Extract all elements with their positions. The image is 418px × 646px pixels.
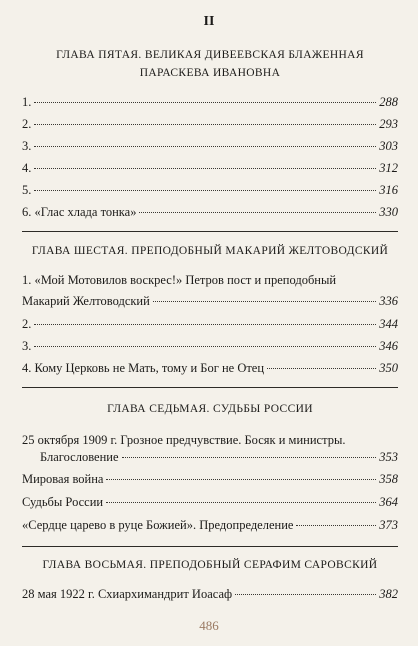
entry-text: 3.	[22, 339, 32, 353]
leader-dots	[106, 479, 376, 480]
entry-text: «Сердце царево в руце Божией». Предопределение	[22, 518, 294, 532]
leader-dots	[267, 368, 376, 369]
leader-dots	[34, 102, 376, 103]
entry-text: Судьбы России	[22, 495, 104, 509]
page-number: 303	[379, 139, 398, 153]
toc-entry[interactable]	[22, 272, 398, 310]
entry-text: 2.	[22, 117, 32, 131]
leader-dots	[139, 212, 376, 213]
chapter-title-line: ГЛАВА ВОСЬМАЯ. ПРЕПОДОБНЫЙ СЕРАФИМ САРОВСКИЙ	[42, 559, 378, 571]
leader-dots	[34, 190, 376, 191]
chapter-title-line: ПАРАСКЕВА ИВАНОВНА	[139, 67, 281, 79]
part-number: II	[203, 14, 215, 29]
toc-entry[interactable]	[22, 517, 398, 534]
leader-dots	[34, 346, 376, 347]
entry-text: Мировая война	[22, 472, 104, 486]
page-number: 364	[379, 495, 398, 509]
leader-dots	[235, 594, 376, 595]
page-number: 330	[379, 205, 398, 219]
page-number: 344	[379, 317, 398, 331]
chapter-6-title	[24, 242, 396, 260]
entry-text: 1. «Мой Мотовилов воскрес!» Петров пост и преподобный	[22, 273, 337, 287]
page-number: 312	[379, 161, 398, 175]
toc-entry[interactable]	[22, 471, 398, 488]
leader-dots	[296, 525, 376, 526]
toc-entry[interactable]	[22, 586, 398, 603]
toc-entry[interactable]	[22, 94, 398, 111]
toc-entry[interactable]	[22, 160, 398, 177]
toc-entry[interactable]	[22, 316, 398, 333]
chapter-8-title	[24, 556, 396, 574]
entry-text: 1.	[22, 95, 32, 109]
toc-entry[interactable]	[22, 116, 398, 133]
chapter-7-title	[24, 400, 396, 418]
page-number: 358	[379, 472, 398, 486]
page-number: 353	[379, 450, 398, 464]
leader-dots	[34, 324, 376, 325]
leader-dots	[34, 146, 376, 147]
section-divider	[22, 387, 398, 388]
page-number: 288	[379, 95, 398, 109]
toc-entry[interactable]	[22, 360, 398, 377]
entry-text: 28 мая 1922 г. Схиархимандрит Иоасаф	[22, 587, 233, 601]
entry-text: 3.	[22, 139, 32, 153]
leader-dots	[122, 457, 377, 458]
leader-dots	[34, 168, 376, 169]
page-folio: 486	[199, 618, 219, 633]
page-number: 382	[379, 587, 398, 601]
page-number: 350	[379, 361, 398, 375]
toc-entry[interactable]	[22, 432, 398, 466]
entry-text: 4.	[22, 161, 32, 175]
leader-dots	[153, 301, 376, 302]
chapter-title-line: ГЛАВА ШЕСТАЯ. ПРЕПОДОБНЫЙ МАКАРИЙ ЖЕЛТОВОДСКИЙ	[31, 245, 389, 257]
toc-entry[interactable]	[22, 494, 398, 511]
page-number: 293	[379, 117, 398, 131]
toc-entry[interactable]	[22, 182, 398, 199]
section-divider	[22, 546, 398, 547]
toc-entry[interactable]	[22, 138, 398, 155]
section-divider	[22, 231, 398, 232]
page-number: 346	[379, 339, 398, 353]
entry-text: Благословение	[40, 450, 119, 464]
entry-text: 6. «Глас хлада тонка»	[22, 205, 137, 219]
entry-text: 25 октября 1909 г. Грозное предчувствие. Босяк и министры.	[22, 433, 346, 447]
entry-text: 2.	[22, 317, 32, 331]
page-number: 316	[379, 183, 398, 197]
entry-text: 4. Кому Церковь не Мать, тому и Бог не Отец	[22, 361, 265, 375]
chapter-title-line: ГЛАВА СЕДЬМАЯ. СУДЬБЫ РОССИИ	[107, 403, 313, 415]
toc-entry[interactable]	[22, 204, 398, 221]
chapter-title-line: ГЛАВА ПЯТАЯ. ВЕЛИКАЯ ДИВЕЕВСКАЯ БЛАЖЕННАЯ	[56, 49, 364, 61]
entry-text: 5.	[22, 183, 32, 197]
page-number: 373	[379, 518, 398, 532]
page-number: 336	[379, 294, 398, 308]
leader-dots	[34, 124, 376, 125]
leader-dots	[106, 502, 376, 503]
entry-text: Макарий Желтоводский	[22, 294, 150, 308]
chapter-5-title	[24, 46, 396, 82]
toc-entry[interactable]	[22, 338, 398, 355]
